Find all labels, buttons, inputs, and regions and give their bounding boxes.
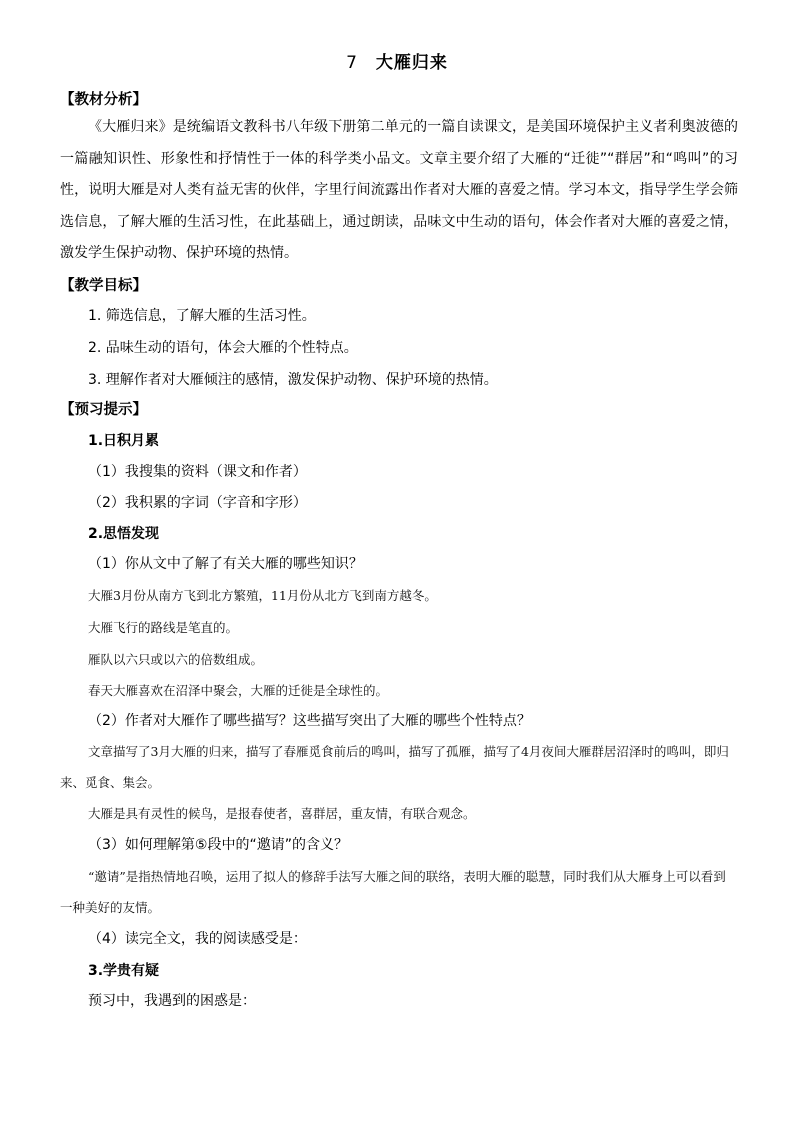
- question-4: （4）读完全文，我的阅读感受是：: [88, 931, 307, 947]
- goal-item-1: 1. 筛选信息，了解大雁的生活习性。: [88, 308, 316, 324]
- lesson-title: 大雁归来: [375, 53, 448, 73]
- analysis-paragraph: 《大雁归来》是统编语文教科书八年级下册第二单元的一篇自读课文，是美国环境保护主义者利奥波德的一篇融知识性、形象性和抒情性于一体的科学类小品文。文章主要介绍了大雁的“迁徙”“群居”和“鸣叫”的习性，说明大雁是对人类有益无害的伙伴，字里行间流露出作者对大雁的喜爱之情。学习本文，指导学生学会筛选信息，了解大雁的生活习性，在此基础上，通过朗读，品味文中生动的语句，体会作者对大雁的喜爱之情，激发学生保护动物、保护环境的热情。: [60, 119, 738, 261]
- question-1: （1）你从文中了解了有关大雁的哪些知识？: [88, 556, 363, 572]
- answer-2b: 大雁是具有灵性的候鸟，是报春使者，喜群居，重友情，有联合观念。: [88, 806, 476, 821]
- section-heading-goals: 【教学目标】: [60, 278, 147, 294]
- page-title: [0, 48, 794, 73]
- preview-part2-title: 2.思悟发现: [88, 526, 160, 542]
- lesson-number: 7: [346, 53, 358, 73]
- goal-item-2: 2. 品味生动的语句，体会大雁的个性特点。: [88, 340, 358, 356]
- answer-1-line-4: 春天大雁喜欢在沼泽中聚会，大雁的迁徙是全球性的。: [88, 683, 389, 698]
- question-3: （3）如何理解第⑤段中的“邀请”的含义？: [88, 837, 348, 853]
- goal-item-3: 3. 理解作者对大雁倾注的感情，激发保护动物、保护环境的热情。: [88, 372, 498, 388]
- answer-2: 文章描写了3月大雁的归来，描写了春雁觅食前后的鸣叫，描写了孤雁，描写了4月夜间大雁群居沼泽时的鸣叫，即归来、觅食、集会。: [60, 744, 729, 790]
- section-heading-analysis: 【教材分析】: [60, 92, 147, 108]
- preview-part3-prompt: 预习中，我遇到的困惑是：: [88, 993, 256, 1009]
- preview-part1-item-1: （1）我搜集的资料（课文和作者）: [88, 464, 307, 480]
- answer-1-line-3: 雁队以六只或以六的倍数组成。: [88, 652, 264, 667]
- preview-part3-title: 3.学贵有疑: [88, 963, 160, 979]
- question-2: （2）作者对大雁作了哪些描写？这些描写突出了大雁的哪些个性特点？: [88, 713, 531, 729]
- preview-part1-title: 1.日积月累: [88, 433, 160, 449]
- answer-1-line-1: 大雁3月份从南方飞到北方繁殖，11月份从北方飞到南方越冬。: [88, 588, 437, 603]
- preview-part1-item-2: （2）我积累的字词（字音和字形）: [88, 495, 307, 511]
- answer-3: “邀请”是指热情地召唤，运用了拟人的修辞手法写大雁之间的联络，表明大雁的聪慧，同时我们从大雁身上可以看到一种美好的友情。: [60, 869, 726, 915]
- section-heading-preview: 【预习提示】: [60, 402, 147, 418]
- answer-1-line-2: 大雁飞行的路线是笔直的。: [88, 620, 239, 635]
